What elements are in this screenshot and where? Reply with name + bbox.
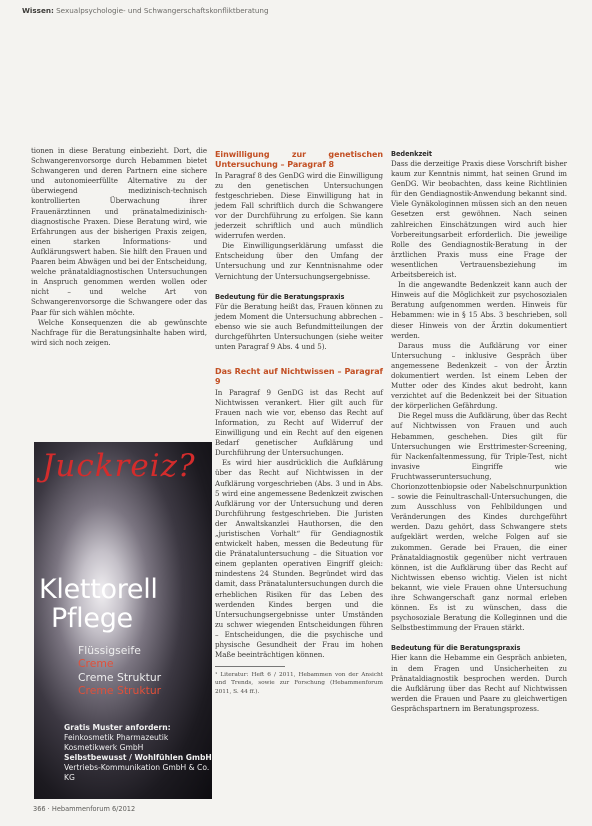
paragraph: Hier kann die Hebamme ein Gespräch anbieten, in dem Fragen und Unsicherheiten zu Pränataldiagnostik besprochen werden. Durch die Aufklärung über das Recht auf Nichtwissen werden die Frauen und Paare zu gleichwertigen Gesprächspartnern im Beratungsprozess. [391, 653, 567, 713]
paragraph: Für die Beratung heißt das, Frauen können zu jedem Moment die Untersuchung abbrechen – ebenso wie sie auch Befundmitteilungen der durchgeführten Untersuchungen (siehe weiter unten Paragraf 9 Abs. 4 und 5). [215, 301, 383, 351]
section-heading: Das Recht auf Nichtwissen – Paragraf 9 [215, 367, 383, 387]
paragraph: In Paragraf 8 des GenDG wird die Einwilligung zu den genetischen Untersuchungen festgeschrieben. Diese Einwilligung hat in jedem Fall schriftlich durch die Schwangere vor der Durchführung zu erfolgen. Sie kann jederzeit schriftlich und auch mündlich widerrufen werden. [215, 170, 383, 241]
ad-product-lines [78, 644, 161, 697]
section-heading: Einwilligung zur genetischen Untersuchung – Paragraf 8 [215, 150, 383, 170]
paragraph: Die Einwilligungserklärung umfasst die Entscheidung über den Umfang der Untersuchung und zur Kenntnisnahme oder Vernichtung der Untersuchungsergebnisse. [215, 241, 383, 281]
header-subtitle: Sexualpsychologie- und Schwangerschaftskonfliktberatung [56, 6, 269, 15]
ad-product-title [39, 575, 209, 633]
ad-contact-line: Vertriebs-Kommunikation GmbH & Co. KG [64, 763, 210, 782]
ad-title-line: Klettorell [39, 574, 158, 605]
column-right [391, 149, 567, 714]
column-middle [215, 150, 383, 696]
ad-brand-logo: Juckreiz? [42, 448, 196, 484]
subsection-heading: Bedeutung für die Beratungspraxis [215, 292, 345, 301]
paragraph: Daraus muss die Aufklärung vor einer Untersuchung – inklusive Gespräch über angemessene Bedenkzeit – von der Ärztin dokumentiert werden. Ist einem Leben der Mutter oder des Kindes akut bedroht, kann verzichtet auf die Bedenkzeit bei der Situation der körperlichen Gefährdung. [391, 340, 567, 411]
advertisement[interactable] [34, 442, 212, 799]
ad-contact [64, 723, 212, 783]
running-header: Wissen: Sexualpsychologie- und Schwangerschaftskonfliktberatung [22, 6, 269, 15]
paragraph: Die Regel muss die Aufklärung, über das Recht auf Nichtwissen von Frauen und auch Hebammen, geschehen. Dies gilt für Untersuchungen wie Ersttrimester-Screening, für Nackenfaltenmessung, für Triple-Test, nicht invasive Eingriffe wie Fruchtwasseruntersuchung, Chorionzottenbiopsie oder Nabelschnurpunktion – sowie die Feinultraschall-Untersuchungen, die zum Ausschluss von Fehlbildungen und Veränderungen des Kindes durchgeführt werden. Dazu gehört, dass Schwangere stets aufgeklärt werden, welche Folgen auf sie zukommen. Gerade bei Frauen, die einer Pränataldiagnostik gegenüber nicht vertrauen können, ist die Aufklärung über das Recht auf Nichtwissen ebenso wichtig. Vielen ist nicht bekannt, wie viele Frauen ohne Untersuchung ihre Schwangerschaft ganz normal erleben können. Es ist zu wünschen, dass die psychosoziale Beratung die Kolleginnen und die Selbstbestimmung der Frauen stärkt. [391, 411, 567, 633]
ad-contact-line: Kosmetikwerk GmbH [64, 743, 144, 752]
ad-title-line: Pflege [51, 603, 133, 634]
ad-contact-line: Selbstbewusst / Wohlfühlen GmbH [64, 753, 212, 762]
subsection-heading: Bedenkzeit [391, 150, 432, 158]
subsection-heading: Bedeutung für die Beratungspraxis [391, 644, 521, 653]
paragraph: Welche Konsequenzen die ab gewünschte Nachfrage für die Beratungsinhalte haben wird, wird sich noch zeigen. [31, 317, 207, 347]
header-section: Wissen [22, 6, 51, 15]
ad-product-line: Creme Struktur [78, 670, 162, 684]
ad-contact-line: Feinkosmetik Pharmazeutik [64, 733, 169, 742]
paragraph: Dass die derzeitige Praxis diese Vorschrift bisher kaum zur Kenntnis nimmt, hat seinen Grund im GenDG. Wir beobachten, dass keine Richtlinien für den Gendiagnostik-Anwendung bekannt sind. Viele Gynäkologinnen müssen sich an den neuen Gesetzen erst gewöhnen. Nach seinen zahlreichen Einschätzungen wird auch hier Vorbereitungsarbeit erforderlich. Die jeweilige Rolle des Gendiagnostik-Beratung in der ärztlichen Praxis muss eine Frage der wesentlichen Vertrauensbeziehung im Arbeitsbereich ist. [391, 159, 567, 280]
paragraph: In die angewandte Bedenkzeit kann auch der Hinweis auf die Möglichkeit zur psychosozialen Beratung aufgenommen werden. Hinweis für Hebammen: wie in § 15 Abs. 3 beschrieben, soll dieser Hinweis von der Ärztin dokumentiert werden. [391, 280, 567, 340]
paragraph: In Paragraf 9 GenDG ist das Recht auf Nichtwissen verankert. Hier gilt auch für Frauen nach wie vor, ebenso das Recht auf Information, zu Recht auf Widerruf der Einwilligung und ein Recht auf den eigenen Bedarf genetischer Aufklärung und Durchführung der Untersuchungen. [215, 387, 383, 458]
ad-product-line: Creme [78, 657, 114, 671]
ad-product-line: Creme Struktur [78, 683, 162, 697]
ad-product-line: Flüssigseife [78, 644, 141, 657]
page-footer: 366 · Hebammenforum 6/2012 [33, 805, 136, 813]
paragraph: Es wird hier ausdrücklich die Aufklärung über das Recht auf Nichtwissen in der Aufklärung vorgeschrieben (Abs. 3 und in Abs. 5 wird eine angemessene Bedenkzeit zwischen Aufklärung vor der Untersuchung und deren Durchführung festgeschrieben. Die Juristen der Anwaltskanzlei Hauthorsen, die den „juristischen Vorhalt“ für Gendiagnostik entwickelt haben, messen die Bedeutung für die Pränataluntersuchung – die Situation vor einem geplanten operativen Eingriff gleich: mindestens 24 Stunden. Begründet wird das damit, dass Pränataluntersuchungen durch die erheblichen Risiken für das Leben des werdenden Kindes bergen und die Untersuchungsergebnisse unter Umständen zu schwer wiegenden Entscheidungen führen – Entscheidungen, die die psychische und physische Gesundheit der Frau im hohen Maße beeinträchtigen können. [215, 458, 383, 660]
column-left [31, 146, 207, 348]
paragraph: tionen in diese Beratung einbezieht. Dort, die Schwangerenvorsorge durch Hebammen bietet Schwangeren und deren Partnern eine sichere und autonomieerfüllte Alternative zu der überwiegend medizinisch-technisch kontrollierten Überwachung ihrer Frauenärztinnen und pränatalmedizinisch-diagnostische Praxen. Diese Beratung wird, wie Erfahrungen aus der bisherigen Praxis zeigen, einen starken Informations- und Aufklärungswert haben. Sie hilft den Frauen und Paaren beim Abwägen und bei der Entscheidung, welche pränataldiagnostischen Untersuchungen in Anspruch genommen werden wollen oder nicht – und welche Art von Schwangerenvorsorge die Schwangere oder das Paar für sich wählen möchte. [31, 146, 207, 317]
ad-contact-line: Gratis Muster anfordern: [64, 723, 171, 732]
footnote: ¹ Literatur: Heft 6 / 2011, Hebammen von der Ansicht und Trends, sowie zur Forschung (Hebammenforum 2011, S. 44 ff.). [215, 672, 383, 695]
